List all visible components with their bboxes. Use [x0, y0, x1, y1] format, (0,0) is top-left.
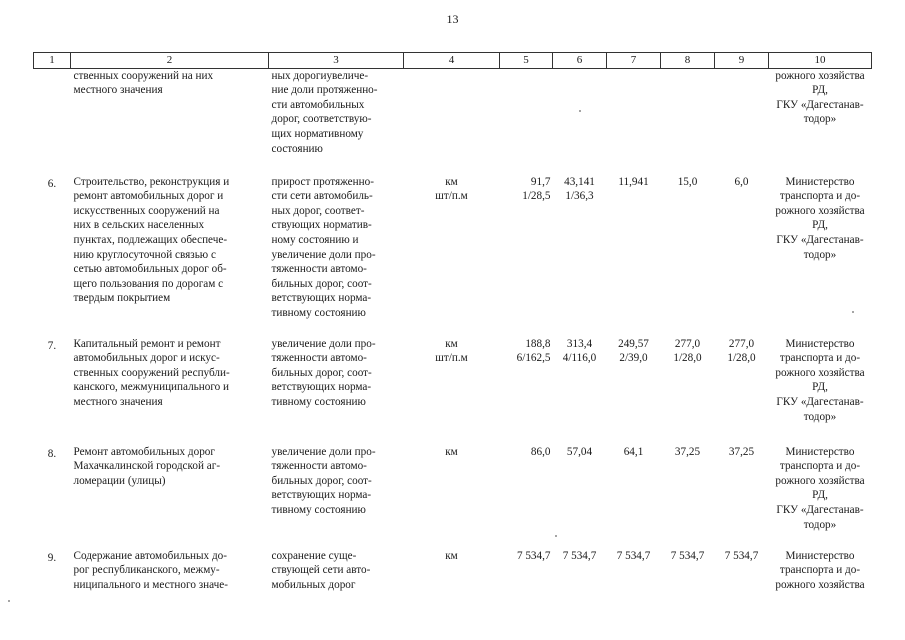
value-cell-6	[553, 337, 607, 445]
table-row	[34, 549, 872, 611]
cell-line: 37,25	[674, 445, 701, 458]
cell-line: 188,8	[525, 337, 551, 350]
cell-line: 7 534,7	[670, 549, 705, 562]
cell-line: шт/п.м	[435, 352, 468, 365]
column-header: 7	[607, 53, 661, 69]
cell-line: тивному состоянию	[271, 306, 366, 319]
cell-line: Министерство	[785, 445, 855, 458]
value-cell-8	[661, 337, 715, 445]
table-row	[34, 175, 872, 337]
cell-line: тодор»	[803, 248, 837, 261]
value-cell-7	[607, 175, 661, 337]
cell-line: увеличение доли про-	[271, 445, 376, 458]
value-cell-6	[553, 445, 607, 549]
cell-line: 2/39,0	[619, 352, 648, 365]
cell-line: бильных дорог, соот-	[271, 277, 372, 290]
cell-line: км	[445, 445, 458, 458]
cell-line: 43,141	[564, 175, 595, 188]
cell-line: 86,0	[530, 445, 551, 458]
cell-line: местного значения	[73, 395, 163, 408]
cell-line: 7 534,7	[516, 549, 551, 562]
cell-line: рожного хозяйства	[775, 69, 865, 82]
cell-line: тяженности автомо-	[271, 352, 367, 365]
cell-line: Ремонт автомобильных дорог	[73, 445, 215, 458]
value-cell-8	[661, 445, 715, 549]
cell-line: них в сельских населенных	[73, 219, 205, 232]
scan-speck	[555, 535, 557, 537]
cell-line: сти сети автомобиль-	[271, 190, 373, 203]
cell-line: 7 534,7	[562, 549, 597, 562]
cell-line: тивному состоянию	[271, 503, 366, 516]
cell-line: Строительство, реконструкция и	[73, 175, 230, 188]
cell-line: РД,	[812, 381, 828, 394]
measure-cell	[71, 68, 269, 175]
cell-line: ных дорогиувеличе-	[271, 69, 369, 82]
column-header: 1	[34, 53, 71, 69]
cell-line: ветствующих норма-	[271, 489, 372, 502]
executor-cell	[769, 68, 872, 175]
indicator-cell	[269, 337, 404, 445]
value-cell-8	[661, 68, 715, 175]
cell-line: км	[445, 549, 458, 562]
cell-line: РД,	[812, 489, 828, 502]
value-cell-6	[553, 175, 607, 337]
executor-cell	[769, 337, 872, 445]
cell-line: сетью автомобильных дорог об-	[73, 263, 227, 276]
measure-cell	[71, 445, 269, 549]
cell-line: 6,0	[734, 175, 749, 188]
cell-line: транспорта и до-	[779, 460, 861, 473]
unit-cell	[404, 68, 500, 175]
cell-line: транспорта и до-	[779, 352, 861, 365]
cell-line: 1/28,5	[522, 190, 551, 203]
cell-line: ных дорог, соответ-	[271, 204, 365, 217]
value-cell-5	[500, 68, 553, 175]
cell-line: 6/162,5	[516, 352, 551, 365]
cell-line: 15,0	[677, 175, 698, 188]
cell-line: 91,7	[530, 175, 551, 188]
value-cell-8	[661, 175, 715, 337]
cell-line: 37,25	[728, 445, 755, 458]
row-number-cell: 9.	[47, 551, 57, 564]
cell-line: бильных дорог, соот-	[271, 474, 372, 487]
cell-line: км	[445, 337, 458, 350]
value-cell-5	[500, 549, 553, 611]
cell-line: тяженности автомо-	[271, 460, 367, 473]
cell-line: дорог, соответствую-	[271, 113, 372, 126]
cell-line: щих нормативному	[271, 127, 364, 140]
indicator-cell	[269, 68, 404, 175]
cell-line: РД,	[812, 219, 828, 232]
value-cell-6	[553, 68, 607, 175]
cell-line: 1/36,3	[565, 190, 594, 203]
value-cell-9	[715, 445, 769, 549]
column-header: 6	[553, 53, 607, 69]
value-cell-7	[607, 337, 661, 445]
cell-line: 7 534,7	[616, 549, 651, 562]
value-cell-9	[715, 337, 769, 445]
scan-speck	[579, 110, 581, 112]
cell-line: 57,04	[566, 445, 593, 458]
row-number-cell: 6.	[47, 177, 57, 190]
cell-line: ному состоянию и	[271, 233, 359, 246]
cell-line: ственных сооружений республи-	[73, 366, 230, 379]
program-table	[33, 52, 872, 611]
cell-line: местного значения	[73, 84, 163, 97]
cell-line: 11,941	[618, 175, 649, 188]
value-cell-7	[607, 549, 661, 611]
cell-line: км	[445, 175, 458, 188]
row-number-cell: 8.	[47, 447, 57, 460]
cell-line: РД,	[812, 84, 828, 97]
executor-cell	[769, 445, 872, 549]
cell-line: ниципального и местного значе-	[73, 578, 228, 591]
table-row	[34, 337, 872, 445]
cell-line: ломерации (улицы)	[73, 474, 166, 487]
value-cell-6	[553, 549, 607, 611]
cell-line: рожного хозяйства	[775, 474, 865, 487]
cell-line: ГКУ «Дагестанав-	[776, 98, 864, 111]
cell-line: Махачкалинской городской аг-	[73, 460, 221, 473]
column-header: 8	[661, 53, 715, 69]
cell-line: бильных дорог, соот-	[271, 366, 372, 379]
value-cell-9	[715, 68, 769, 175]
header-row	[34, 53, 872, 69]
cell-line: шт/п.м	[435, 190, 468, 203]
cell-line: тодор»	[803, 518, 837, 531]
cell-line: 64,1	[623, 445, 644, 458]
column-header: 2	[71, 53, 269, 69]
cell-line: 4/116,0	[562, 352, 597, 365]
cell-line: увеличение доли про-	[271, 248, 376, 261]
cell-line: состоянию	[271, 142, 323, 155]
indicator-cell	[269, 549, 404, 611]
column-header: 3	[269, 53, 404, 69]
unit-cell	[404, 337, 500, 445]
cell-line: 277,0	[674, 337, 701, 350]
table-row	[34, 68, 872, 175]
cell-line: Содержание автомобильных до-	[73, 549, 227, 562]
cell-line: тодор»	[803, 410, 837, 423]
indicator-cell	[269, 445, 404, 549]
cell-line: транспорта и до-	[779, 190, 861, 203]
value-cell-5	[500, 337, 553, 445]
value-cell-9	[715, 549, 769, 611]
cell-line: ственных сооружений на них	[73, 69, 214, 82]
cell-line: прирост протяженно-	[271, 175, 374, 188]
cell-line: ние доли протяженно-	[271, 84, 378, 97]
cell-line: ветствующих норма-	[271, 292, 372, 305]
cell-line: Министерство	[785, 337, 855, 350]
unit-cell	[404, 175, 500, 337]
column-header: 9	[715, 53, 769, 69]
unit-cell	[404, 445, 500, 549]
cell-line: твердым покрытием	[73, 292, 171, 305]
cell-line: ствующей сети авто-	[271, 564, 371, 577]
indicator-cell	[269, 175, 404, 337]
unit-cell	[404, 549, 500, 611]
value-cell-5	[500, 175, 553, 337]
cell-line: 7 534,7	[724, 549, 759, 562]
value-cell-9	[715, 175, 769, 337]
cell-line: рог республиканского, межму-	[73, 564, 220, 577]
cell-line: ветствующих норма-	[271, 381, 372, 394]
page-number: 13	[446, 12, 459, 26]
cell-line: увеличение доли про-	[271, 337, 376, 350]
cell-line: искусственных сооружений на	[73, 204, 220, 217]
cell-line: транспорта и до-	[779, 564, 861, 577]
measure-cell	[71, 549, 269, 611]
cell-line: ГКУ «Дагестанав-	[776, 233, 864, 246]
cell-line: ремонт автомобильных дорог и	[73, 190, 224, 203]
column-header: 4	[404, 53, 500, 69]
executor-cell	[769, 175, 872, 337]
cell-line: тивному состоянию	[271, 395, 366, 408]
cell-line: щего пользования по дорогам с	[73, 277, 224, 290]
cell-line: сти автомобильных	[271, 98, 365, 111]
cell-line: ГКУ «Дагестанав-	[776, 395, 864, 408]
cell-line: сохранение суще-	[271, 549, 357, 562]
value-cell-7	[607, 68, 661, 175]
cell-line: Капитальный ремонт и ремонт	[73, 337, 221, 350]
table-row	[34, 445, 872, 549]
measure-cell	[71, 175, 269, 337]
row-number-cell: 7.	[47, 339, 57, 352]
cell-line: Министерство	[785, 175, 855, 188]
value-cell-8	[661, 549, 715, 611]
cell-line: рожного хозяйства	[775, 578, 865, 591]
scan-speck	[8, 600, 10, 602]
value-cell-7	[607, 445, 661, 549]
row-number-cell	[34, 68, 71, 175]
cell-line: Министерство	[785, 549, 855, 562]
cell-line: ствующих норматив-	[271, 219, 372, 232]
cell-line: мобильных дорог	[271, 578, 356, 591]
column-header: 5	[500, 53, 553, 69]
cell-line: пунктах, подлежащих обеспече-	[73, 233, 228, 246]
cell-line: автомобильных дорог и искус-	[73, 352, 220, 365]
cell-line: тяженности автомо-	[271, 263, 367, 276]
cell-line: 1/28,0	[727, 352, 756, 365]
executor-cell	[769, 549, 872, 611]
cell-line: рожного хозяйства	[775, 204, 865, 217]
measure-cell	[71, 337, 269, 445]
cell-line: 277,0	[728, 337, 755, 350]
column-header: 10	[769, 53, 872, 69]
cell-line: канского, межмуниципального и	[73, 381, 230, 394]
cell-line: 1/28,0	[673, 352, 702, 365]
cell-line: ГКУ «Дагестанав-	[776, 503, 864, 516]
cell-line: нию круглосуточной связью с	[73, 248, 216, 261]
cell-line: 313,4	[566, 337, 593, 350]
scan-speck	[852, 311, 854, 313]
cell-line: рожного хозяйства	[775, 366, 865, 379]
cell-line: тодор»	[803, 113, 837, 126]
value-cell-5	[500, 445, 553, 549]
cell-line: 249,57	[618, 337, 649, 350]
